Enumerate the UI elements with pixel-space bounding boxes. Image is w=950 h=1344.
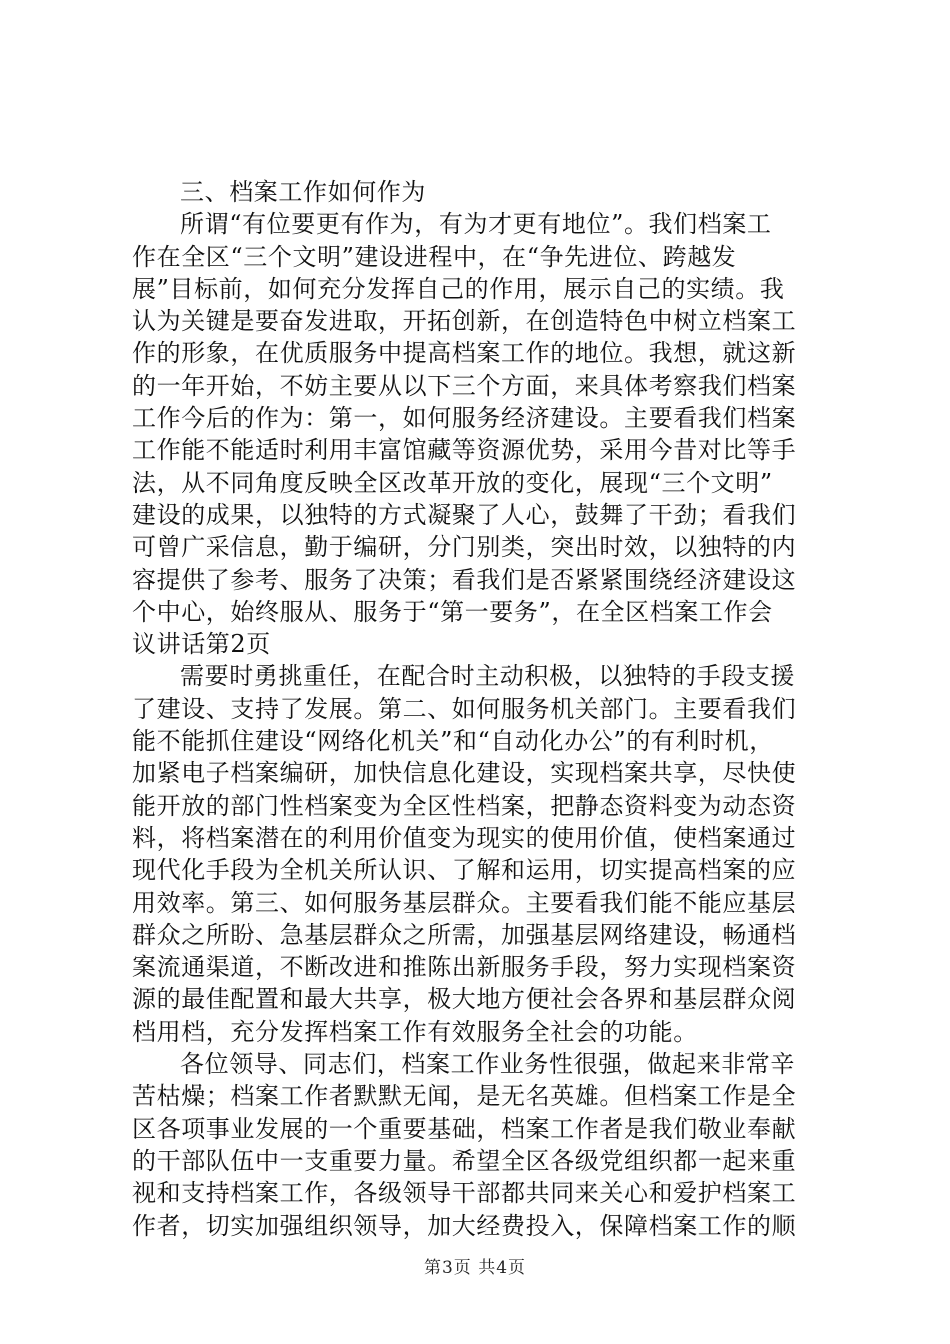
document-body [132,176,832,1242]
text-line: 作的形象，在优质服务中提高档案工作的地位。我想，就这新 [132,339,797,368]
text-line: 作在全区“三个文明”建设进程中，在“争先进位、跨越发 [132,242,737,271]
text-line: 源的最佳配置和最大共享，极大地方便社会各界和基层群众阅 [132,985,797,1014]
text-line: 能不能抓住建设“网络化机关”和“自动化办公”的有利时机， [132,727,774,756]
text-line: 的干部队伍中一支重要力量。希望全区各级党组织都一起来重 [132,1146,797,1175]
text-line: 所谓“有位要更有作为，有为才更有地位”。我们档案工 [180,210,772,239]
text-line: 作者，切实加强组织领导，加大经费投入，保障档案工作的顺 [132,1211,797,1240]
text-line: 视和支持档案工作，各级领导干部都共同来关心和爱护档案工 [132,1179,797,1208]
text-line: 议讲话第2页 [132,630,271,659]
text-line: 用效率。第三、如何服务基层群众。主要看我们能不能应基层 [132,888,797,917]
text-line: 认为关键是要奋发进取，开拓创新，在创造特色中树立档案工 [132,307,797,336]
page-footer: 第3页 共4页 [423,1258,527,1278]
text-line: 需要时勇挑重任，在配合时主动积极，以独特的手段支援 [180,662,795,691]
text-line: 苦枯燥；档案工作者默默无闻，是无名英雄。但档案工作是全 [132,1082,797,1111]
text-line: 展”目标前，如何充分发挥自己的作用，展示自己的实绩。我 [132,274,785,303]
text-line: 的一年开始，不妨主要从以下三个方面，来具体考察我们档案 [132,371,797,400]
text-line: 容提供了参考、服务了决策；看我们是否紧紧围绕经济建设这 [132,565,797,594]
text-line: 法，从不同角度反映全区改革开放的变化，展现“三个文明” [132,468,773,497]
text-line: 档用档，充分发挥档案工作有效服务全社会的功能。 [132,1017,698,1046]
text-line: 建设的成果，以独特的方式凝聚了人心，鼓舞了干劲；看我们 [132,500,797,529]
text-line: 料，将档案潜在的利用价值变为现实的使用价值，使档案通过 [132,823,797,852]
text-line: 个中心，始终服从、服务于“第一要务”，在全区档案工作会 [132,597,773,626]
text-line: 工作今后的作为：第一，如何服务经济建设。主要看我们档案 [132,404,797,433]
text-line: 了建设、支持了发展。第二、如何服务机关部门。主要看我们 [132,694,797,723]
text-line: 群众之所盼、急基层群众之所需，加强基层网络建设，畅通档 [132,920,797,949]
text-line: 三、档案工作如何作为 [180,178,426,206]
text-line: 案流通渠道，不断改进和推陈出新服务手段，努力实现档案资 [132,953,797,982]
text-line: 区各项事业发展的一个重要基础，档案工作者是我们敬业奉献 [132,1114,797,1143]
text-line: 可曾广采信息，勤于编研，分门别类，突出时效，以独特的内 [132,533,797,562]
text-line: 工作能不能适时利用丰富馆藏等资源优势，采用今昔对比等手 [132,436,797,465]
text-line: 各位领导、同志们，档案工作业务性很强，做起来非常辛 [180,1050,795,1079]
text-line: 能开放的部门性档案变为全区性档案，把静态资料变为动态资 [132,791,797,820]
text-line: 加紧电子档案编研，加快信息化建设，实现档案共享，尽快使 [132,759,797,788]
text-line: 现代化手段为全机关所认识、了解和运用，切实提高档案的应 [132,856,797,885]
